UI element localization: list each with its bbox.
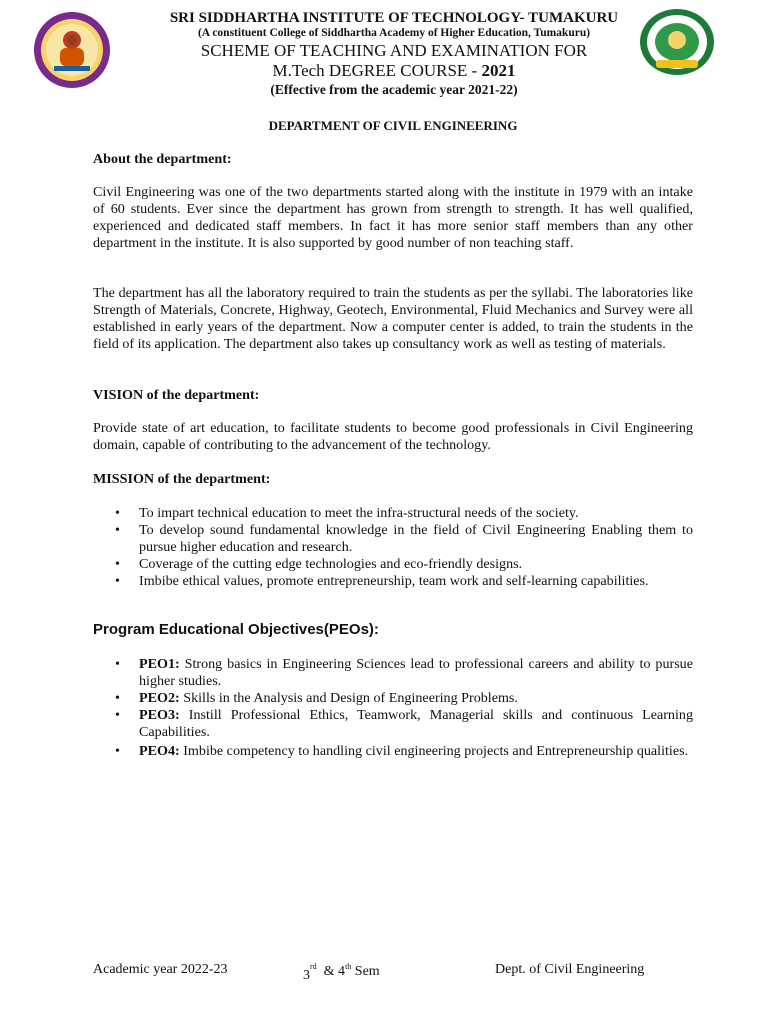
mission-item: • Coverage of the cutting edge technologies and eco-friendly designs. xyxy=(93,556,693,573)
peo-list xyxy=(93,656,693,762)
footer-sem-label: Sem xyxy=(351,964,380,979)
institute-affiliation: (A constituent College of Siddhartha Academy of Higher Education, Tumakuru) xyxy=(197,27,591,39)
peo-item xyxy=(93,656,693,690)
course-year: 2021 xyxy=(481,61,516,80)
footer-academic-year: Academic year 2022-23 xyxy=(93,962,228,977)
institute-logo-left xyxy=(32,10,112,90)
peo-heading: Program Educational Objectives(PEOs): xyxy=(93,621,379,638)
mission-item: • Imbibe ethical values, promote entrepreneurship, team work and self-learning capabilities. xyxy=(93,573,693,590)
about-paragraph-1: Civil Engineering was one of the two departments started along with the institute in 1979 with an intake of 60 students. Ever since the department has grown from strength to strength. It has well qualified, experienced and dedicated staff members. In fact it has more senior staff members than any other department in the institute. It is also supported by good number of non teaching staff. xyxy=(93,184,693,251)
peo-text: Instill Professional Ethics, Teamwork, Managerial skills and continuous Learning Capabilities. xyxy=(139,706,693,740)
footer-sem-4: & 4 xyxy=(323,964,346,979)
peo-text: Imbibe competency to handling civil engineering projects and Entrepreneurship qualities. xyxy=(179,742,689,759)
course-title xyxy=(110,61,678,81)
mission-heading: MISSION of the department: xyxy=(93,471,271,487)
peo-label: PEO1: xyxy=(139,656,180,672)
footer-sem-3-sup: rd xyxy=(310,962,317,971)
peo-label: PEO2: xyxy=(139,689,180,706)
about-paragraph-2: The department has all the laboratory required to train the students as per the syllabi. The laboratories like Strength of Materials, Concrete, Highway, Geotech, Environmental, Fluid Mechanics and Survey were all established in early years of the department. Now a computer center is added, to train the students in the field of its application. The department also takes up consultancy work as well as testing of materials. xyxy=(93,285,693,352)
peo-label: PEO4: xyxy=(139,742,180,759)
peo-item xyxy=(93,741,693,762)
scheme-title: SCHEME OF TEACHING AND EXAMINATION FOR xyxy=(200,41,588,60)
mission-item: • To impart technical education to meet the infra-structural needs of the society. xyxy=(93,505,693,522)
footer-sem-3: 3 xyxy=(303,968,310,983)
mission-list xyxy=(93,505,693,590)
institute-name: SRI SIDDHARTHA INSTITUTE OF TECHNOLOGY- TUMAKURU xyxy=(169,10,619,26)
peo-item xyxy=(93,690,693,707)
peo-text: Skills in the Analysis and Design of Engineering Problems. xyxy=(179,689,518,706)
effective-year: (Effective from the academic year 2021-22) xyxy=(270,82,518,97)
vision-heading: VISION of the department: xyxy=(93,387,260,403)
about-heading: About the department: xyxy=(93,151,232,167)
footer-semester xyxy=(303,962,380,983)
vision-text: Provide state of art education, to facilitate students to become good professionals in Civil Engineering domain, capable of contributing to the advancement of the technology. xyxy=(93,420,693,453)
department-title: DEPARTMENT OF CIVIL ENGINEERING xyxy=(268,118,518,133)
peo-label: PEO3: xyxy=(139,706,180,723)
mission-item: • To develop sound fundamental knowledge in the field of Civil Engineering Enabling them to pursue higher education and research. xyxy=(93,522,693,556)
footer-sem-4-sup: th xyxy=(345,962,352,971)
peo-text: Strong basics in Engineering Sciences lead to professional careers and ability to pursue higher studies. xyxy=(139,656,693,689)
peo-item xyxy=(93,707,693,741)
course-prefix: M.Tech DEGREE COURSE - xyxy=(272,61,482,80)
academy-logo-right xyxy=(638,8,716,76)
footer-department: Dept. of Civil Engineering xyxy=(495,962,645,977)
